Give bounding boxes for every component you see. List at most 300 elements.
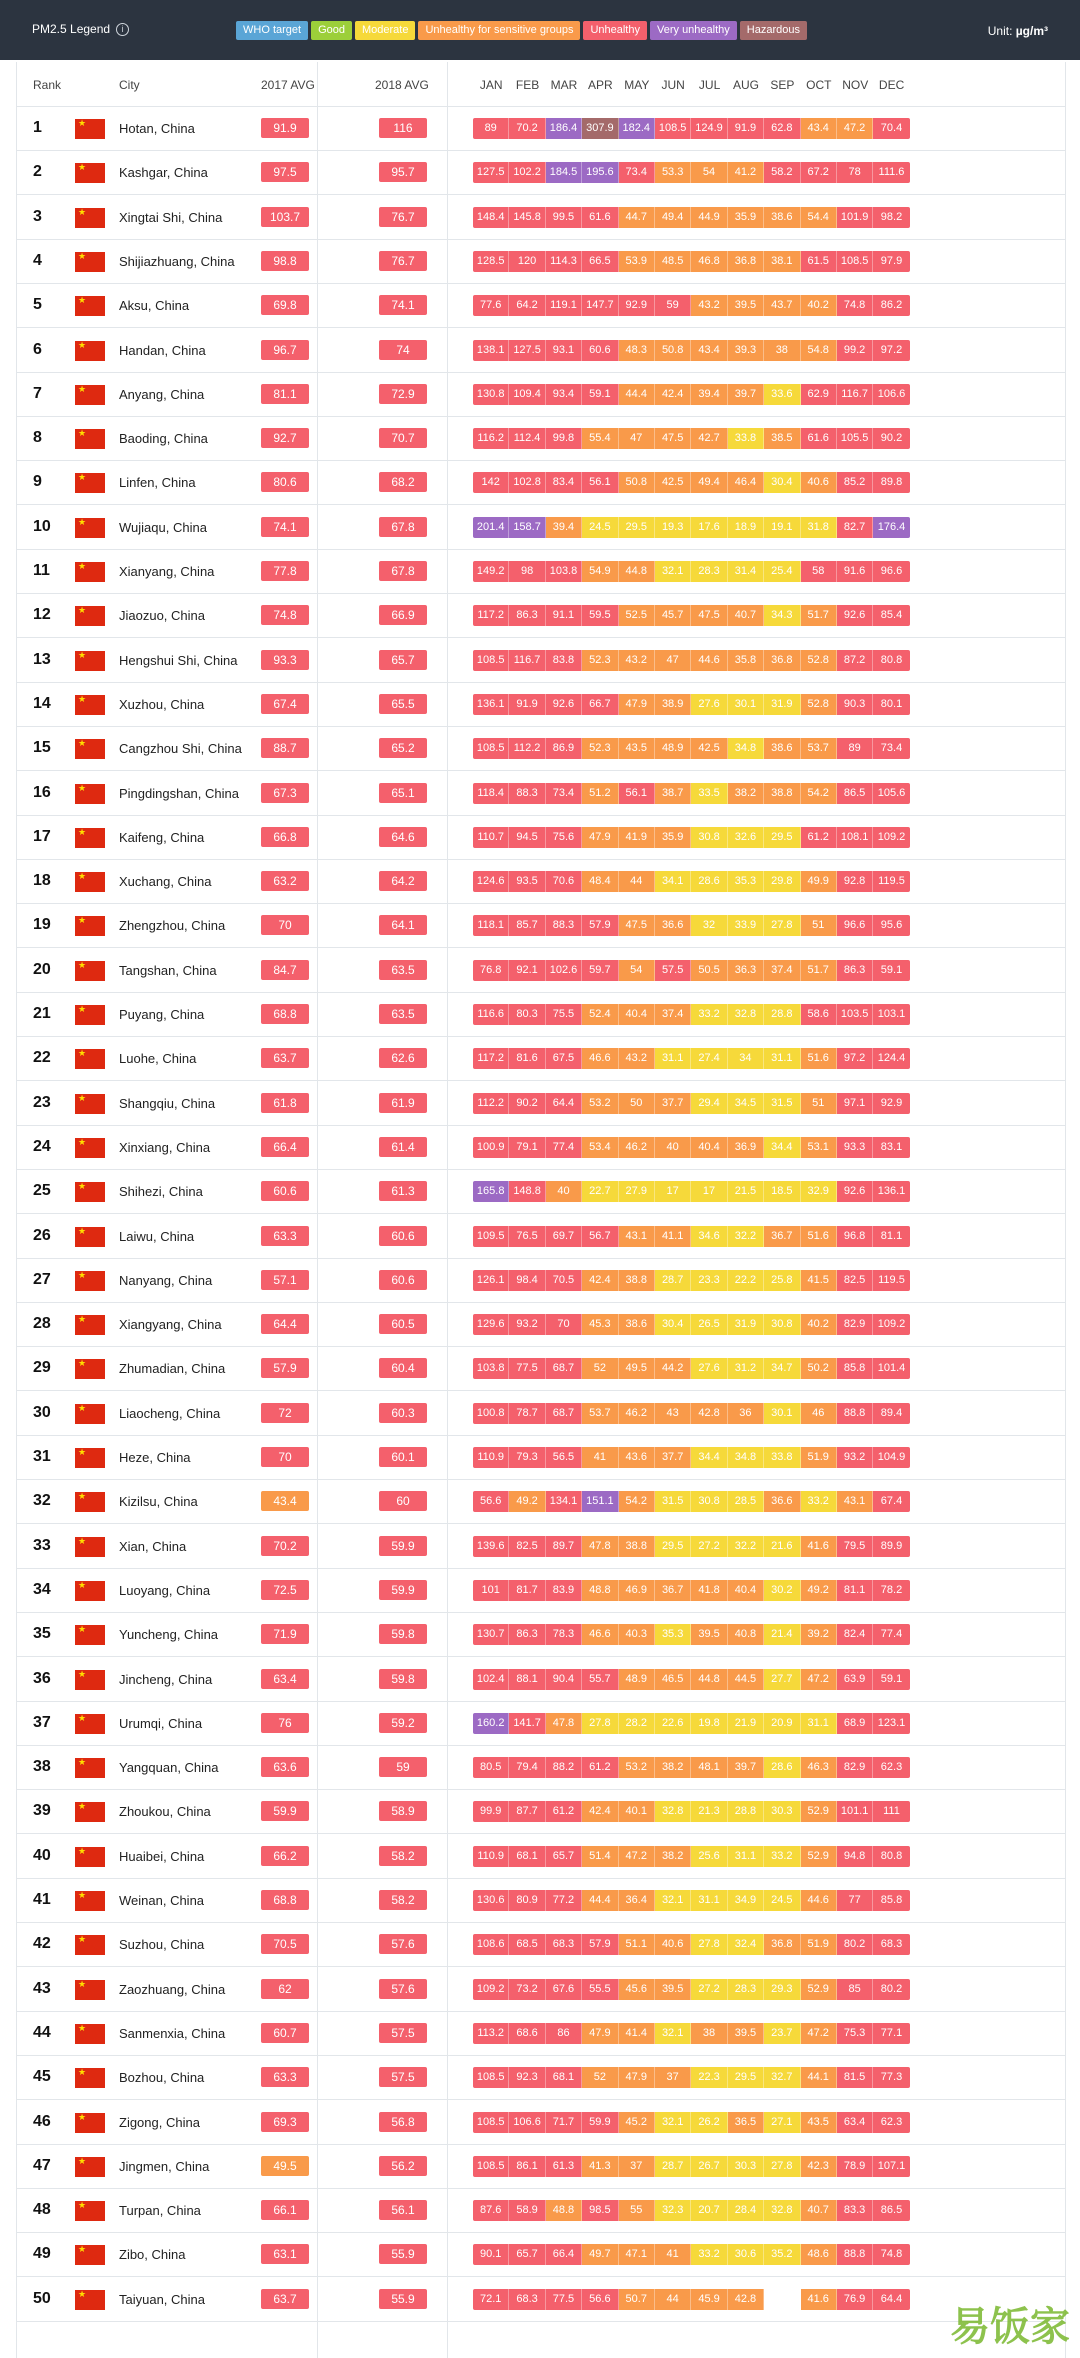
rank-number: 8 [33,429,42,447]
month-value-mar: 119.1 [546,295,582,316]
avg-2018-badge: 76.7 [379,207,427,227]
china-flag-icon [75,1049,105,1069]
month-value-aug: 33.8 [728,428,764,449]
month-value-apr: 51.2 [582,783,618,804]
table-row[interactable] [17,1612,1065,1657]
month-value-aug: 38.2 [728,783,764,804]
city-name[interactable]: Baoding, China [119,431,208,447]
avg-2017-badge: 68.8 [261,1004,309,1024]
month-value-jan: 103.8 [473,1358,509,1379]
month-value-jan: 108.5 [473,2156,509,2177]
month-value-oct: 44.1 [801,2067,837,2088]
city-name[interactable]: Xiangyang, China [119,1317,222,1333]
month-value-dec: 176.4 [873,517,909,538]
china-flag-icon [75,916,105,936]
table-row[interactable] [17,903,1065,948]
month-value-aug: 30.1 [728,694,764,715]
month-value-feb: 92.3 [509,2067,545,2088]
month-value-feb: 86.3 [509,605,545,626]
month-value-jul: 27.2 [691,1536,727,1557]
table-row[interactable] [17,1346,1065,1391]
month-value-oct: 51 [801,1093,837,1114]
month-value-mar: 83.8 [546,650,582,671]
month-value-jun: 53.3 [655,162,691,183]
table-row[interactable] [17,2055,1065,2100]
table-row[interactable] [17,2277,1065,2322]
city-name[interactable]: Shangqiu, China [119,1095,216,1111]
month-value-oct: 53.7 [801,738,837,759]
monthly-values [473,2023,910,2044]
month-value-jul: 19.8 [691,1713,727,1734]
city-name[interactable]: Huaibei, China [119,1848,205,1864]
china-flag-icon [75,562,105,582]
china-flag-icon [75,473,105,493]
month-value-sep: 62.8 [764,118,800,139]
month-value-mar: 86.9 [546,738,582,759]
month-value-apr: 66.7 [582,694,618,715]
month-value-mar: 70.5 [546,1270,582,1291]
city-name[interactable]: Heze, China [119,1450,191,1465]
rank-number: 49 [33,2245,51,2263]
avg-2017-badge: 70 [261,915,309,935]
table-row[interactable] [17,1169,1065,1214]
month-value-sep: 33.8 [764,1447,800,1468]
table-row[interactable] [17,1922,1065,1967]
month-value-jun: 48.5 [655,251,691,272]
table-row[interactable] [17,1701,1065,1746]
avg-2018-badge: 64.6 [379,827,427,847]
city-name[interactable]: Xuzhou, China [119,696,205,712]
city-name[interactable]: Turpan, China [119,2203,201,2219]
month-value-jul: 20.7 [691,2200,727,2221]
rank-number: 28 [33,1315,51,1333]
city-name[interactable]: Taiyuan, China [119,2291,205,2307]
month-value-mar: 92.6 [546,694,582,715]
month-value-jun: 48.9 [655,738,691,759]
month-value-apr: 45.3 [582,1314,618,1335]
month-value-sep: 27.1 [764,2112,800,2133]
table-row[interactable] [17,2144,1065,2189]
month-value-dec: 86.2 [873,295,909,316]
city-name[interactable]: Tangshan, China [119,962,217,978]
month-value-nov: 92.6 [837,1181,873,1202]
avg-2017-badge: 66.4 [261,1137,309,1157]
china-flag-icon [75,1935,105,1955]
month-value-may: 27.9 [619,1181,655,1202]
month-value-dec: 64.4 [873,2289,909,2310]
month-value-jul: 26.7 [691,2156,727,2177]
month-value-nov: 108.1 [837,827,873,848]
month-value-oct: 54.4 [801,207,837,228]
month-value-mar: 83.4 [546,472,582,493]
month-value-jul: 23.3 [691,1270,727,1291]
rank-number: 2 [33,163,42,181]
month-value-jan: 126.1 [473,1270,509,1291]
table-row[interactable] [17,2232,1065,2277]
table-row[interactable] [17,1568,1065,1613]
city-name[interactable]: Puyang, China [119,1007,205,1022]
table-row[interactable] [17,416,1065,461]
avg-2017-badge: 81.1 [261,384,309,404]
month-value-jul: 42.5 [691,738,727,759]
month-value-apr: 41.3 [582,2156,618,2177]
city-name[interactable]: Xinxiang, China [119,1139,211,1155]
month-value-jan: 129.6 [473,1314,509,1335]
city-name[interactable]: Xianyang, China [119,564,215,579]
city-name[interactable]: Jiaozuo, China [119,608,205,624]
monthly-values [473,2200,910,2221]
table-row[interactable] [17,460,1065,505]
month-value-jan: 109.5 [473,1226,509,1247]
table-row[interactable] [17,992,1065,1037]
month-value-nov: 68.9 [837,1713,873,1734]
month-value-sep: 30.4 [764,472,800,493]
table-row[interactable] [17,1657,1065,1702]
month-value-apr: 56.7 [582,1226,618,1247]
month-value-may: 29.5 [619,517,655,538]
city-name[interactable]: Sanmenxia, China [119,2025,226,2041]
rank-number: 43 [33,1979,51,1997]
month-value-jul: 30.8 [691,827,727,848]
city-name[interactable]: Laiwu, China [119,1228,195,1244]
city-name[interactable]: Bozhou, China [119,2070,205,2086]
month-value-nov: 83.3 [837,2200,873,2221]
table-row[interactable] [17,815,1065,860]
month-value-feb: 76.5 [509,1226,545,1247]
monthly-values [473,340,910,361]
month-value-dec: 101.4 [873,1358,909,1379]
city-name[interactable]: Zhoukou, China [119,1804,211,1820]
month-value-mar: 77.4 [546,1137,582,1158]
month-value-apr: 53.7 [582,1403,618,1424]
rank-number: 41 [33,1891,51,1908]
monthly-values [473,738,910,759]
city-name[interactable]: Jingmen, China [119,2158,210,2174]
table-row[interactable] [17,1967,1065,2012]
table-row[interactable] [17,1435,1065,1480]
month-value-may: 43.5 [619,738,655,759]
table-row[interactable] [17,593,1065,638]
month-value-apr: 27.8 [582,1713,618,1734]
city-name[interactable]: Xuchang, China [119,874,212,890]
city-name[interactable]: Pingdingshan, China [119,785,239,801]
month-value-oct: 41.5 [801,1270,837,1291]
avg-2018-badge: 63.5 [379,960,427,980]
month-value-jun: 37.4 [655,1004,691,1025]
table-row[interactable] [17,1302,1065,1347]
month-value-feb: 116.7 [509,650,545,671]
city-name[interactable]: Hotan, China [119,121,195,136]
city-name[interactable]: Handan, China [119,342,206,358]
month-value-jan: 118.1 [473,915,509,936]
city-name[interactable]: Kizilsu, China [119,1494,198,1510]
china-flag-icon [75,252,105,272]
month-value-may: 41.4 [619,2023,655,2044]
monthly-values [473,1048,910,1069]
month-value-apr: 61.2 [582,1757,618,1778]
city-name[interactable]: Luoyang, China [119,1582,211,1598]
china-flag-icon [75,1404,105,1424]
city-name[interactable]: Hengshui Shi, China [119,652,238,668]
month-value-aug: 40.8 [728,1624,764,1645]
header-month-oct: OCT [806,78,832,92]
city-name[interactable]: Shihezi, China [119,1184,203,1200]
month-value-jun: 32.1 [655,1890,691,1911]
table-row[interactable] [17,1479,1065,1524]
month-value-mar: 67.6 [546,1979,582,2000]
monthly-values [473,1358,910,1379]
table-row[interactable] [17,682,1065,727]
table-row[interactable] [17,1036,1065,1081]
month-value-sep: 37.4 [764,960,800,981]
month-value-aug: 34.5 [728,1093,764,1114]
month-value-jun: 28.7 [655,2156,691,2177]
month-value-jul: 38 [691,2023,727,2044]
avg-2017-badge: 62 [261,1979,309,1999]
month-value-may: 44.7 [619,207,655,228]
month-value-nov: 86.3 [837,960,873,981]
month-value-mar: 75.6 [546,827,582,848]
city-name[interactable]: Weinan, China [119,1893,205,1908]
table-row[interactable] [17,106,1065,151]
month-value-jul: 32 [691,915,727,936]
city-name[interactable]: Jincheng, China [119,1671,213,1687]
china-flag-icon [75,2201,105,2221]
city-name[interactable]: Zhumadian, China [119,1361,226,1377]
month-value-aug: 36.3 [728,960,764,981]
legend-item-very-unhealthy: Very unhealthy [650,21,737,40]
avg-2017-badge: 70.5 [261,1934,309,1954]
month-value-aug: 21.5 [728,1181,764,1202]
rank-number: 29 [33,1359,51,1377]
rank-number: 42 [33,1935,51,1953]
china-flag-icon [75,1492,105,1512]
month-value-aug: 32.2 [728,1226,764,1247]
table-row[interactable] [17,239,1065,284]
month-value-mar: 40 [546,1181,582,1202]
city-name[interactable]: Liaocheng, China [119,1405,221,1421]
table-row[interactable] [17,283,1065,328]
city-name[interactable]: Anyang, China [119,386,205,402]
china-flag-icon [75,429,105,449]
month-value-feb: 102.8 [509,472,545,493]
month-value-jul: 43.2 [691,295,727,316]
month-value-nov: 101.1 [837,1801,873,1822]
table-row[interactable] [17,638,1065,683]
table-row[interactable] [17,1524,1065,1569]
table-row[interactable] [17,2100,1065,2145]
table-row[interactable] [17,1789,1065,1834]
month-value-jun: 44 [655,2289,691,2310]
header-month-jun: JUN [661,78,685,92]
table-row[interactable] [17,372,1065,417]
monthly-values [473,1004,910,1025]
table-row[interactable] [17,948,1065,993]
table-row[interactable] [17,150,1065,195]
month-value-sep: 21.4 [764,1624,800,1645]
month-value-sep: 29.8 [764,871,800,892]
month-value-dec: 98.2 [873,207,909,228]
table-row[interactable] [17,1214,1065,1259]
info-icon[interactable]: i [116,23,129,36]
month-value-jul: 42.8 [691,1403,727,1424]
month-value-apr: 42.4 [582,1270,618,1291]
monthly-values [473,207,910,228]
china-flag-icon [75,1138,105,1158]
month-value-apr: 60.6 [582,340,618,361]
city-name[interactable]: Aksu, China [119,298,190,314]
city-name[interactable]: Yangquan, China [119,1760,219,1776]
month-value-jan: 108.5 [473,650,509,671]
month-value-nov: 92.6 [837,605,873,626]
city-name[interactable]: Zibo, China [119,2247,186,2263]
month-value-dec: 59.1 [873,1669,909,1690]
avg-2018-badge: 61.4 [379,1137,427,1157]
table-row[interactable] [17,1391,1065,1436]
table-row[interactable] [17,1258,1065,1303]
table-row[interactable] [17,2011,1065,2056]
month-value-jan: 102.4 [473,1669,509,1690]
month-value-jun: 38.2 [655,1757,691,1778]
city-name[interactable]: Shijiazhuang, China [119,253,235,269]
table-row[interactable] [17,195,1065,240]
month-value-apr: 53.4 [582,1137,618,1158]
month-value-oct: 52.8 [801,650,837,671]
city-name[interactable]: Kaifeng, China [119,829,205,845]
table-row[interactable] [17,2188,1065,2233]
month-value-jan: 138.1 [473,340,509,361]
monthly-values [473,517,910,538]
table-row[interactable] [17,1878,1065,1923]
table-row[interactable] [17,549,1065,594]
rank-number: 37 [33,1713,51,1731]
rank-number: 36 [33,1669,51,1687]
month-value-aug: 18.9 [728,517,764,538]
month-value-oct: 52.9 [801,1846,837,1867]
rank-number: 45 [33,2068,51,2086]
city-name[interactable]: Cangzhou Shi, China [119,741,242,757]
table-row[interactable] [17,505,1065,550]
table-row[interactable] [17,1125,1065,1170]
avg-2018-badge: 60 [379,1491,427,1511]
table-row[interactable] [17,328,1065,373]
month-value-feb: 98 [509,561,545,582]
month-value-may: 47.2 [619,1846,655,1867]
month-value-feb: 68.3 [509,2289,545,2310]
avg-2018-badge: 59.8 [379,1669,427,1689]
city-name[interactable]: Zigong, China [119,2114,200,2130]
rank-number: 48 [33,2201,51,2219]
month-value-may: 50.8 [619,472,655,493]
legend-item-good: Good [311,21,352,40]
city-name[interactable]: Xingtai Shi, China [119,209,223,225]
month-value-oct: 58 [801,561,837,582]
month-value-jul: 44.9 [691,207,727,228]
month-value-oct: 31.8 [801,517,837,538]
city-name[interactable]: Zaozhuang, China [119,1981,226,1997]
month-value-mar: 56.5 [546,1447,582,1468]
month-value-may: 50 [619,1093,655,1114]
city-name[interactable]: Yuncheng, China [119,1627,219,1643]
china-flag-icon [75,1448,105,1468]
table-row[interactable] [17,771,1065,816]
city-name[interactable]: Zhengzhou, China [119,918,226,934]
city-name[interactable]: Suzhou, China [119,1937,205,1953]
table-row[interactable] [17,1745,1065,1790]
city-name[interactable]: Urumqi, China [119,1715,203,1731]
month-value-feb: 127.5 [509,340,545,361]
city-name[interactable]: Linfen, China [119,475,196,491]
table-row[interactable] [17,1834,1065,1879]
month-value-mar: 83.9 [546,1580,582,1601]
avg-2017-badge: 103.7 [261,207,309,227]
month-value-feb: 120 [509,251,545,272]
month-value-oct: 52.9 [801,1979,837,2000]
city-name[interactable]: Wujiaqu, China [119,519,207,535]
month-value-mar: 103.8 [546,561,582,582]
month-value-apr: 195.6 [582,162,618,183]
table-row[interactable] [17,1081,1065,1126]
table-row[interactable] [17,859,1065,904]
month-value-jun: 37.7 [655,1447,691,1468]
rank-number: 40 [33,1846,51,1864]
month-value-dec: 109.2 [873,1314,909,1335]
city-name[interactable]: Luohe, China [119,1051,197,1067]
table-row[interactable] [17,726,1065,771]
month-value-jun: 32.1 [655,2112,691,2133]
month-value-nov: 89 [837,738,873,759]
monthly-values [473,1226,910,1247]
rank-number: 5 [33,296,42,314]
avg-2017-badge: 76 [261,1713,309,1733]
avg-2017-badge: 92.7 [261,428,309,448]
month-value-nov: 105.5 [837,428,873,449]
city-name[interactable]: Nanyang, China [119,1272,213,1288]
avg-2017-badge: 74.8 [261,605,309,625]
header-month-feb: FEB [515,78,540,92]
china-flag-icon [75,2157,105,2177]
month-value-dec: 119.5 [873,871,909,892]
month-value-oct: 62.9 [801,384,837,405]
month-value-may: 28.2 [619,1713,655,1734]
month-value-apr: 47.9 [582,2023,618,2044]
month-value-jan: 116.2 [473,428,509,449]
avg-2017-badge: 61.8 [261,1093,309,1113]
month-value-jan: 109.2 [473,1979,509,2000]
month-value-dec: 119.5 [873,1270,909,1291]
month-value-feb: 109.4 [509,384,545,405]
month-value-feb: 94.5 [509,827,545,848]
month-value-sep: 21.6 [764,1536,800,1557]
avg-2018-badge: 95.7 [379,162,427,182]
rank-number: 16 [33,783,51,801]
month-value-apr: 51.4 [582,1846,618,1867]
month-value-apr: 56.6 [582,2289,618,2310]
legend-item-hazardous: Hazardous [740,21,807,40]
avg-2018-badge: 64.2 [379,871,427,891]
month-value-nov: 101.9 [837,207,873,228]
month-value-aug: 36 [728,1403,764,1424]
month-value-feb: 81.6 [509,1048,545,1069]
month-value-jun: 45.7 [655,605,691,626]
month-value-aug: 39.5 [728,2023,764,2044]
city-name[interactable]: Kashgar, China [119,165,208,181]
legend-title [32,22,129,36]
month-value-oct: 32.9 [801,1181,837,1202]
avg-2018-badge: 59.9 [379,1536,427,1556]
avg-2017-badge: 57.9 [261,1358,309,1378]
city-name[interactable]: Xian, China [119,1538,187,1554]
